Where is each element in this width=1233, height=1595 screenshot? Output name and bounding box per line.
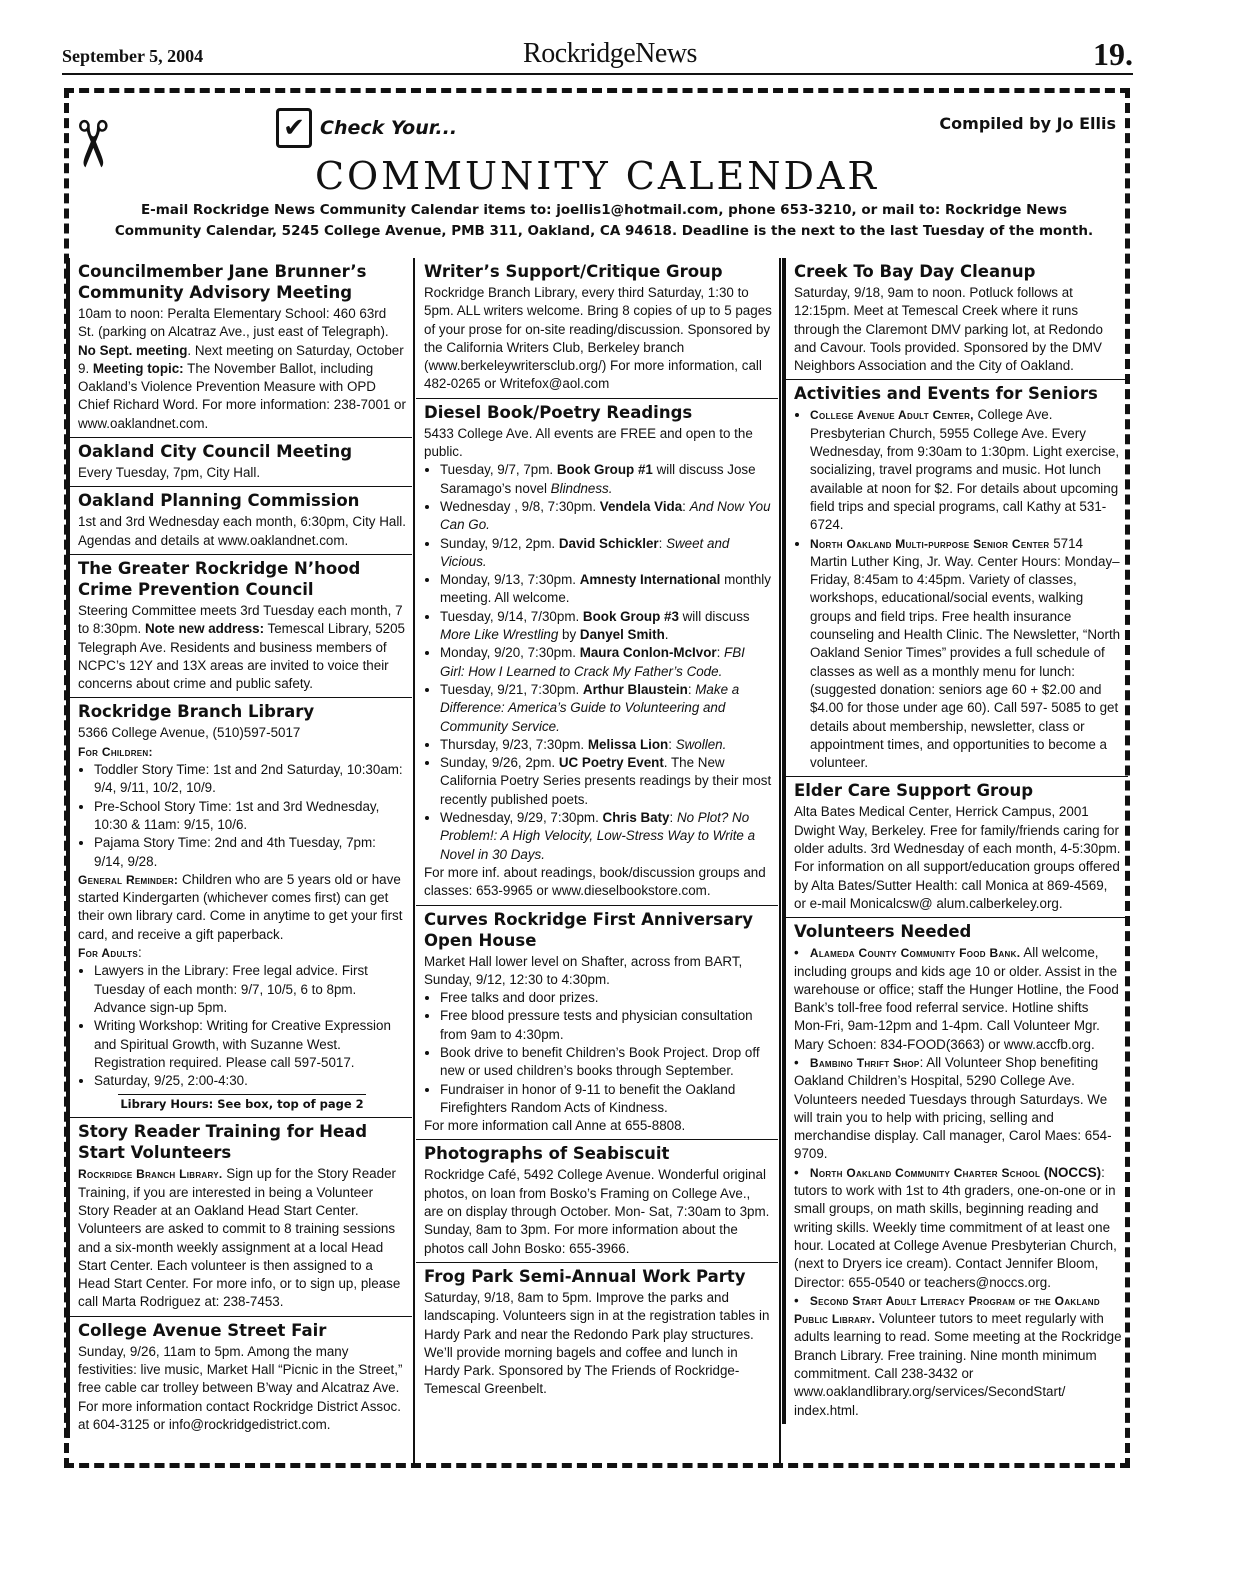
library-entry: [66, 698, 412, 1118]
entry-title: Oakland City Council Meeting: [78, 442, 353, 462]
entry-title: The Greater Rockridge N’hood Crime Prevention Council: [78, 558, 361, 599]
entry-title: Oakland Planning Commission: [78, 491, 360, 511]
entry-title: Photographs of Seabiscuit: [424, 1144, 670, 1164]
check-your-label: Check Your...: [320, 117, 458, 139]
list-item: • Tuesday, 9/14, 7/30pm. Book Group #3 will discuss More Like Wrestling by Danyel Smith.: [440, 608, 772, 645]
list-item: • Pre-School Story Time: 1st and 3rd Wednesday, 10:30 & 11am: 9/15, 10/6.: [94, 798, 406, 835]
entry-text: Rockridge Branch Library. Sign up for the Story Reader Training, if you are interested in being a Volunteer Story Reader at an Oakland Head Start Center. Volunteers are asked to commit to 8 training sessions and a six-month weekly assignment at a local Head Start Center. Each volunteer is then assigned to a Head Start Center. For more info, or to sign up, please call Marta Rodriguez at: 238-7453.: [78, 1166, 401, 1310]
list-item: • Pajama Story Time: 2nd and 4th Tuesday, 7pm: 9/14, 9/28.: [94, 834, 406, 871]
calendar-header: [53, 100, 1130, 252]
list-item: • Tuesday, 9/21, 7:30pm. Arthur Blaustein: Make a Difference: America’s Guide to Volunteering and Community Service.: [440, 681, 772, 736]
list-item: • Sunday, 9/26, 2pm. UC Poetry Event. The New California Poetry Series presents readings by their most recently published poets.: [440, 754, 772, 809]
compiled-by: Compiled by Jo Ellis: [939, 114, 1116, 133]
entry-title: Elder Care Support Group: [794, 781, 1034, 801]
entry-title: Volunteers Needed: [794, 922, 972, 942]
list-item: • College Avenue Adult Center, College Ave. Presbyterian Church, 5955 College Ave. Every Wednesday, from 9:30am to 1:30pm. Light exercise, socializing, travel programs and music. Hot lunch available at noon for $2. For details about upcoming field trips and special programs, call Kathy at 531-6724.: [810, 406, 1122, 534]
list-item: • Lawyers in the Library: Free legal advice. First Tuesday of each month: 9/7, 10/5, 6 to 8pm. Advance sign-up 5pm.: [94, 962, 406, 1017]
entry-title: Activities and Events for Seniors: [794, 384, 1098, 404]
entry-text: Sunday, 9/26, 11am to 5pm. Among the many festivities: live music, Market Hall “Picnic in the Street,” free cable car trolley between B’way and Alcatraz Ave. For more information contact Rockridge District Assoc. at 604-3125 or info@rockridgedistrict.com.: [78, 1343, 403, 1432]
entry-text: Alta Bates Medical Center, Herrick Campus, 2001 Dwight Way, Berkeley. Free for family/friends caring for older adults. 3rd Wednesday of each month, 4-5:30pm. For information on all support/education groups offered by Alta Bates/Sutter Health: call Monica at 869-4569, or e-mail Monicalcsw@ alum.calberkeley.org.: [794, 804, 1121, 911]
page-number: 19.: [1093, 36, 1133, 72]
adults-label: For Adults:: [78, 945, 142, 961]
paper-name: RockridgeNews: [523, 38, 697, 69]
list-item: • Fundraiser in honor of 9-11 to benefit the Oakland Firefighters Random Acts of Kindness.: [440, 1081, 772, 1118]
column-rule: [779, 258, 781, 1468]
writers-group-entry: [416, 258, 778, 399]
masthead-rule: [62, 73, 1133, 75]
creek-cleanup-entry: [782, 258, 1128, 380]
library-hours-note: Library Hours: See box, top of page 2: [118, 1094, 366, 1111]
scissors-icon: ✂: [53, 117, 128, 171]
list-item: • Wednesday, 9/29, 7:30pm. Chris Baty: No Plot? No Problem!: A High Velocity, Low-Stress Way to Write a Novel in 30 Days.: [440, 809, 772, 864]
entry-title: Story Reader Training for Head Start Volunteers: [78, 1122, 368, 1163]
adults-list: [78, 962, 406, 1090]
entry-text: Rockridge Café, 5492 College Avenue. Wonderful original photos, on loan from Bosko’s Framing on College Ave., are on display through October. Mon- Sat, 7:30am to 3pm. Sunday, 8am to 3pm. For more information about the photos call John Bosko: 655-3966.: [424, 1167, 770, 1256]
entry-intro: 5433 College Ave. All events are FREE and open to the public.: [424, 425, 753, 460]
entry-text: Every Tuesday, 7pm, City Hall.: [78, 465, 261, 481]
entry-text: Steering Committee meets 3rd Tuesday each month, 7 to 8:30pm. Note new address: Temescal Library, 5205 Telegraph Ave. Residents and business members of NCPC’s 12Y and 13X areas are invited to voice their concerns about crime and public safety.: [78, 602, 405, 692]
entry-title: Councilmember Jane Brunner’s Community Advisory Meeting: [78, 262, 367, 302]
list-item: • North Oakland Multi-purpose Senior Center 5714 Martin Luther King, Jr. Way. Center Hours: Monday–Friday, 8:45am to 4:45pm. Variety of classes, workshops, educational/social events, walking groups and field trips. Free health insurance counseling and Health Clinic. The Newsletter, “North Oakland Senior Times” provides a full schedule of classes as well as a monthly menu for lunch: (suggested donation: seniors age 60 + $2.00 and $4.00 for those under age 60). Call 597- 5085 to get details about membership, newsletter, class or appointment times, and opportunities to become a volunteer.: [810, 535, 1122, 773]
entry-title: Curves Rockridge First Anniversary Open House: [424, 909, 754, 950]
brunner-entry: [66, 258, 412, 438]
entry-text: Saturday, 9/18, 8am to 5pm. Improve the parks and landscaping. Volunteers sign in at the registration tables in Hardy Park and near the Redondo Park play structures. We’ll provide morning bagels and coffee and lunch in Hardy Park. Sponsored by The Friends of Rockridge-Temescal Greenbelt.: [424, 1289, 770, 1397]
entry-title: Frog Park Semi-Annual Work Party: [424, 1266, 746, 1286]
volunteer-item: • Alameda County Community Food Bank. All welcome, including groups and kids age 10 or older. Assist in the warehouse or office; staff the Hunger Hotline, the Food Bank’s toll-free food referral service. Hotline shifts Mon-Fri, 9am-12pm and 1-4pm. Call Volunteer Mgr. Mary Schoen: 834-FOOD(3663) or www.accfb.org.: [794, 945, 1119, 1052]
entry-title: Creek To Bay Day Cleanup: [794, 262, 1036, 281]
volunteer-item: • Bambino Thrift Shop: All Volunteer Shop benefiting Oakland Children’s Hospital, 5290 College Ave. Volunteers needed Tuesdays through Saturdays. We will train you to help with pricing, selling and merchandise display. Call manager, Carol Maes: 654-9709.: [794, 1054, 1112, 1162]
story-reader-entry: [66, 1118, 412, 1316]
entry-footer: For more inf. about readings, book/discussion groups and classes: 653-9965 or www.dieselbookstore.com.: [424, 864, 766, 899]
curves-entry: [416, 906, 778, 1141]
entry-title: Diesel Book/Poetry Readings: [424, 402, 693, 422]
entry-title: Writer’s Support/Critique Group: [424, 262, 723, 281]
column-1: [66, 258, 412, 1438]
seniors-entry: [782, 380, 1128, 777]
list-item: • Monday, 9/20, 7:30pm. Maura Conlon-McIvor: FBI Girl: How I Learned to Crack My Father’s Code.: [440, 644, 772, 681]
diesel-readings-entry: [416, 399, 778, 906]
calendar-title: COMMUNITY CALENDAR: [314, 154, 880, 198]
submission-instructions: E-mail Rockridge News Community Calendar items to: joellis1@hotmail.com, phone 653-3210, or mail to: Rockridge News Community Calendar, 5245 College Avenue, PMB 311, Oakland, CA 94618. Deadline is the next to the last Tuesday of the month.: [114, 202, 1094, 239]
list-item: • Thursday, 9/23, 7:30pm. Melissa Lion: Swollen.: [440, 736, 772, 754]
street-fair-entry: [66, 1317, 412, 1438]
volunteer-item: • North Oakland Community Charter School (NOCCS): tutors to work with 1st to 4th graders, one-on-one or in small groups, on math skills, beginning reading and writing skills. Weekly time commitment of at least one hour. Located at College Avenue Presbyterian Church, (next to Dryers ice cream). Contact Jennifer Bloom, Director: 655-0540 or teachers@noccs.org.: [794, 1164, 1117, 1290]
list-item: • Wednesday , 9/8, 7:30pm. Vendela Vida: And Now You Can Go.: [440, 498, 772, 535]
list-item: • Tuesday, 9/7, 7pm. Book Group #1 will discuss Jose Saramago’s novel Blindness.: [440, 461, 772, 498]
curves-list: [424, 989, 772, 1117]
entry-text: Saturday, 9/18, 9am to noon. Potluck follows at 12:15pm. Meet at Temescal Creek where it runs through the Claremont DMV parking lot, at Redondo and Cavour. Tools provided. Sponsored by the DMV Neighbors Association and the City of Oakland.: [794, 285, 1103, 374]
issue-date: September 5, 2004: [62, 46, 204, 66]
list-item: • Book drive to benefit Children’s Book Project. Drop off new or used children’s books through September.: [440, 1044, 772, 1081]
entry-title: College Avenue Street Fair: [78, 1320, 327, 1340]
list-item: • Writing Workshop: Writing for Creative Expression and Spiritual Growth, with Suzanne West. Registration required. Please call 597-5017.: [94, 1017, 406, 1072]
entry-footer: For more information call Anne at 655-8808.: [424, 1118, 686, 1134]
checkbox-icon: ✔: [276, 108, 312, 148]
column-rule: [413, 258, 415, 1468]
entry-intro: Market Hall lower level on Shafter, across from BART, Sunday, 9/12, 12:30 to 4:30pm.: [424, 953, 743, 987]
crime-prevention-entry: [66, 555, 412, 698]
library-address: 5366 College Avenue, (510)597-5017: [78, 725, 301, 741]
list-item: • Sunday, 9/12, 2pm. David Schickler: Sweet and Vicious.: [440, 535, 772, 572]
column-3: [782, 258, 1128, 1424]
volunteers-entry: [782, 918, 1128, 1424]
seabiscuit-entry: [416, 1140, 778, 1262]
entry-text: 1st and 3rd Wednesday each month, 6:30pm, City Hall. Agendas and details at www.oaklandnet.com.: [78, 514, 406, 548]
planning-commission-entry: [66, 487, 412, 555]
list-item: • Free blood pressure tests and physician consultation from 9am to 4:30pm.: [440, 1007, 772, 1044]
city-council-entry: [66, 438, 412, 487]
children-list: [78, 761, 406, 871]
frog-park-entry: [416, 1263, 778, 1403]
general-reminder: General Reminder: Children who are 5 years old or have started Kindergarten (whichever comes first) can get their own library card. Come in anytime to get your first card, and receive a gift paperback.: [78, 871, 403, 942]
list-item: • Free talks and door prizes.: [440, 989, 772, 1007]
entry-title: Rockridge Branch Library: [78, 702, 315, 722]
check-your-line: [276, 108, 457, 148]
readings-list: [424, 461, 772, 864]
elder-care-entry: [782, 777, 1128, 918]
list-item: • Saturday, 9/25, 2:00-4:30.: [94, 1072, 406, 1090]
seniors-list: [794, 406, 1122, 772]
column-2: [416, 258, 778, 1403]
children-label: For Children:: [78, 744, 153, 759]
list-item: • Toddler Story Time: 1st and 2nd Saturday, 10:30am: 9/4, 9/11, 10/2, 10/9.: [94, 761, 406, 798]
volunteer-item: • Second Start Adult Literacy Program of the Oakland Public Library. Volunteer tutors to meet regularly with adults learning to read. Some meeting at the Rockridge Branch Library. Free training. Nine month minimum commitment. Call 238-3432 or www.oaklandlibrary.org/services/SecondStart/ index.html.: [794, 1292, 1122, 1418]
entry-text: Rockridge Branch Library, every third Saturday, 1:30 to 5pm. ALL writers welcome. Bring 8 copies of up to 5 pages of your prose for on-site reading/discussion. Sponsored by the California Writers Club, Berkeley branch (www.berkeleywritersclub.org/) For more information, call 482-0265 or Writefox@aol.com: [424, 285, 772, 392]
list-item: • Monday, 9/13, 7:30pm. Amnesty International monthly meeting. All welcome.: [440, 571, 772, 608]
entry-text: 10am to noon: Peralta Elementary School: 460 63rd St. (parking on Alcatraz Ave., just east of Telegraph). No Sept. meeting. Next meeting on Saturday, October 9. Meeting topic: The November Ballot, including Oakland’s Violence Prevention Measure with OPD Chief Richard Word. For more information: 238-7001 or www.oaklandnet.com.: [78, 306, 406, 431]
